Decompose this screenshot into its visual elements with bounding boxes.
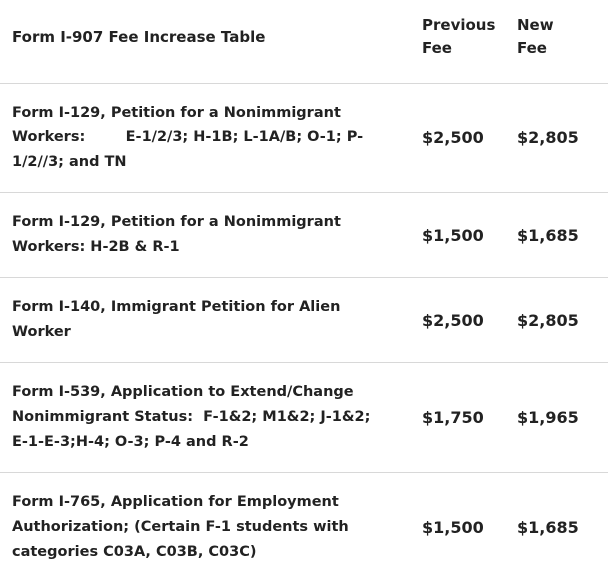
table-row [0, 278, 608, 363]
new-fee-line-2: Fee [517, 39, 547, 58]
row-new-fee: $1,685 [517, 517, 579, 537]
row-description: Form I-539, Application to Extend/Change Nonimmigrant Status: F-1&2; M1&2; J-1&2; E-1-E-3;H-4; O-3; P-4 and R-2 [0, 363, 418, 473]
row-previous-fee: $1,500 [418, 193, 513, 278]
table-title: Form I-907 Fee Increase Table [0, 0, 418, 83]
new-fee-line-1: New [517, 16, 554, 34]
column-header-previous-fee [418, 0, 513, 83]
previous-fee-line-1: Previous [422, 16, 496, 34]
column-header-new-fee [513, 0, 608, 83]
row-new-fee: $1,685 [513, 193, 608, 278]
row-previous-fee: $2,500 [418, 83, 513, 193]
table-row [0, 472, 608, 581]
table-row [0, 83, 608, 193]
row-previous-fee: $1,750 [418, 363, 513, 473]
row-description: Form I-140, Immigrant Petition for Alien Worker [0, 278, 418, 363]
row-previous-fee: $2,500 [418, 278, 513, 363]
row-previous-fee: $1,500 [422, 517, 484, 537]
row-new-fee: $2,805 [513, 83, 608, 193]
previous-fee-line-2: Fee [422, 39, 452, 58]
row-description: Form I-765, Application for Employment Authorization; (Certain F-1 students with categories C03A, C03B, C03C) [12, 493, 354, 560]
table-header-row [0, 0, 608, 83]
row-description: Form I-129, Petition for a Nonimmigrant Workers: E-1/2/3; H-1B; L-1A/B; O-1; P-1/2//3; and TN [0, 83, 418, 193]
table-row [0, 193, 608, 278]
row-new-fee: $1,965 [513, 363, 608, 473]
row-new-fee: $2,805 [513, 278, 608, 363]
row-description: Form I-129, Petition for a Nonimmigrant Workers: H-2B & R-1 [0, 193, 418, 278]
table-row [0, 363, 608, 473]
